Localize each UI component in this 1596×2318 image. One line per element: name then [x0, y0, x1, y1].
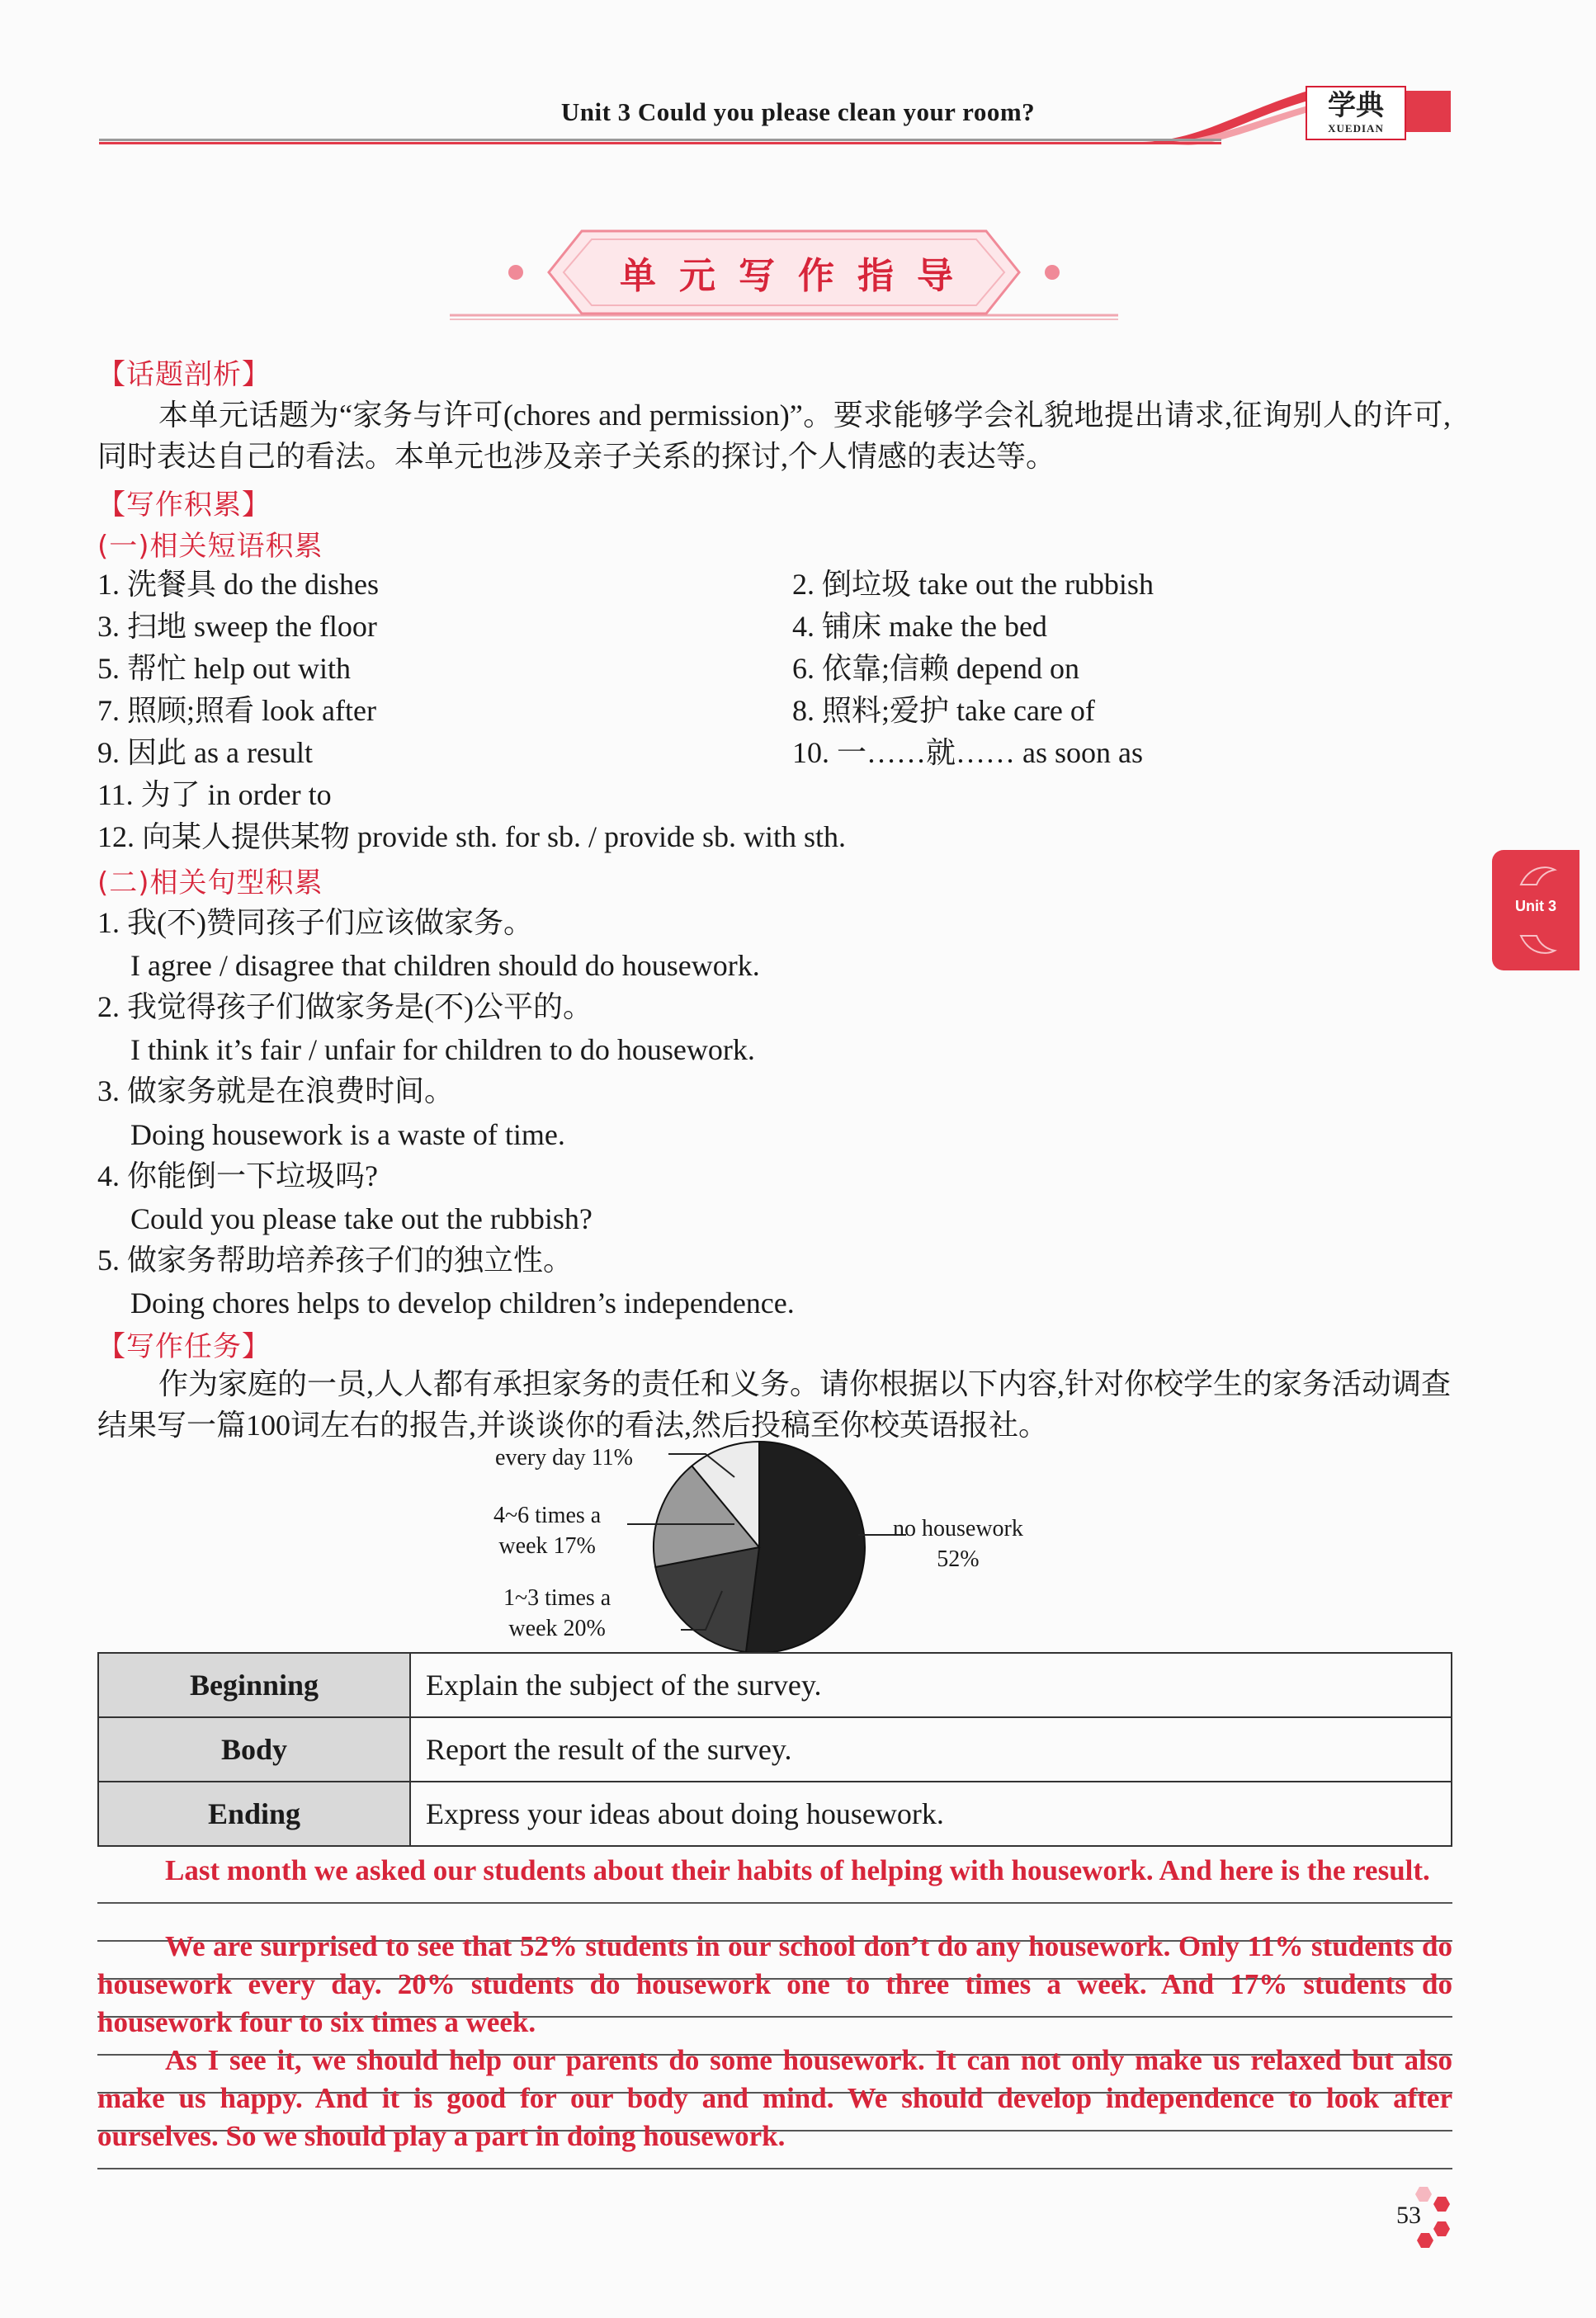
sentence-cn: 4. 你能倒一下垃圾吗? [97, 1159, 378, 1192]
essay-paragraph-2: We are surprised to see that 52% students in our school don’t do any housework. Only 11% students do housework every day. 20% students do housework one to three times a week. And 17% students do housework four to six times a week. [97, 1930, 1452, 2038]
pie-label-4-6-times [493, 1500, 601, 1561]
pie-label-line: 1~3 times a [503, 1585, 611, 1611]
sentences-heading: (二)相关句型积累 [97, 866, 323, 899]
unit-side-tab[interactable] [1492, 850, 1579, 970]
pie-label-no-housework [893, 1513, 1023, 1574]
hexagon-decoration [1403, 2185, 1461, 2251]
outline-desc: Explain the subject of the survey. [410, 1653, 1452, 1717]
accumulation-heading: 【写作积累】 [97, 489, 271, 522]
table-row [98, 1782, 1452, 1846]
sentence-en: I agree / disagree that children should do housework. [130, 949, 760, 982]
phrase-item: 1. 洗餐具 do the dishes [97, 568, 379, 601]
pie-label-line: week 17% [498, 1533, 596, 1559]
outline-part: Beginning [98, 1653, 410, 1717]
publisher-logo [1306, 86, 1406, 140]
logo-english: XUEDIAN [1328, 122, 1384, 135]
task-text: 作为家庭的一员,人人都有承担家务的责任和义务。请你根据以下内容,针对你校学生的家务活动调查结果写一篇100词左右的报告,并谈谈你的看法,然后投稿至你校英语报社。 [97, 1367, 1452, 1442]
sentence-en: Could you please take out the rubbish? [130, 1202, 593, 1235]
header-red-swoosh [1139, 79, 1312, 145]
sentence-en: I think it’s fair / unfair for children to do housework. [130, 1033, 755, 1066]
outline-part: Body [98, 1717, 410, 1782]
wing-icon [1517, 929, 1558, 959]
pie-label-line: 4~6 times a [493, 1503, 602, 1528]
sentence-cn: 5. 做家务帮助培养孩子们的独立性。 [97, 1244, 574, 1277]
sentence-cn: 1. 我(不)赞同孩子们应该做家务。 [97, 906, 533, 939]
topic-text: 本单元话题为“家务与许可(chores and permission)”。要求能够学会礼貌地提出请求,征询别人的许可,同时表达自己的看法。本单元也涉及亲子关系的探讨,个人情感的表达等。 [97, 399, 1451, 473]
phrase-item: 9. 因此 as a result [97, 736, 313, 769]
header-rule-red [99, 142, 1221, 144]
pie-label-every-day [495, 1442, 633, 1473]
phrase-item: 11. 为了 in order to [97, 778, 332, 811]
pie-label-line: 52% [937, 1546, 980, 1572]
table-row [98, 1717, 1452, 1782]
essay-paragraph-3: As I see it, we should help our parents do some housework. It can not only make us relaxed but also make us happy. And it is good for our body and mind. We should develop independence to look after ourselves. So we should play a part in doing housework. [97, 2044, 1452, 2152]
outline-desc: Report the result of the survey. [410, 1717, 1452, 1782]
sentence-en: Doing housework is a waste of time. [130, 1118, 565, 1151]
essay-paragraph-1: Last month we asked our students about their habits of helping with housework. And here is the result. [165, 1854, 1430, 1886]
phrase-item: 10. 一……就…… as soon as [792, 736, 1143, 769]
phrase-item: 4. 铺床 make the bed [792, 610, 1047, 643]
header-rule [99, 139, 1221, 141]
wing-icon [1517, 862, 1558, 891]
phrase-item: 6. 依靠;信赖 depend on [792, 652, 1079, 685]
page-number: 53 [1396, 2202, 1421, 2229]
phrase-item: 12. 向某人提供某物 provide sth. for sb. / provide sb. with sth. [97, 820, 846, 853]
topic-heading: 【话题剖析】 [97, 358, 271, 391]
task-heading: 【写作任务】 [97, 1330, 271, 1363]
phrase-item: 2. 倒垃圾 take out the rubbish [792, 568, 1154, 601]
phrase-item: 5. 帮忙 help out with [97, 652, 351, 685]
logo-red-bar [1406, 91, 1451, 132]
pie-label-line: every day 11% [495, 1445, 633, 1471]
outline-part: Ending [98, 1782, 410, 1846]
sentence-en: Doing chores helps to develop children’s independence. [130, 1286, 795, 1320]
phrases-heading: (一)相关短语积累 [97, 530, 323, 563]
writing-outline-table [97, 1652, 1452, 1847]
writing-line [97, 2168, 1452, 2169]
outline-desc: Express your ideas about doing housework. [410, 1782, 1452, 1846]
logo-chinese: 学典 [1328, 89, 1384, 122]
pie-label-line: no housework [893, 1516, 1023, 1541]
writing-line [97, 1902, 1452, 1904]
sentence-cn: 3. 做家务就是在浪费时间。 [97, 1074, 455, 1107]
pie-label-1-3-times [503, 1583, 611, 1644]
pie-label-line: week 20% [508, 1616, 606, 1641]
table-row [98, 1653, 1452, 1717]
running-header-title: Unit 3 Could you please clean your room? [560, 97, 1036, 126]
phrase-item: 7. 照顾;照看 look after [97, 694, 376, 727]
phrase-item: 8. 照料;爱护 take care of [792, 694, 1095, 727]
phrase-item: 3. 扫地 sweep the floor [97, 610, 377, 643]
sentence-cn: 2. 我觉得孩子们做家务是(不)公平的。 [97, 990, 593, 1023]
pie-leader-lines [627, 1444, 908, 1650]
section-banner-title: 单元写作指导 [620, 255, 976, 297]
unit-side-tab-label: Unit 3 [1514, 898, 1556, 914]
